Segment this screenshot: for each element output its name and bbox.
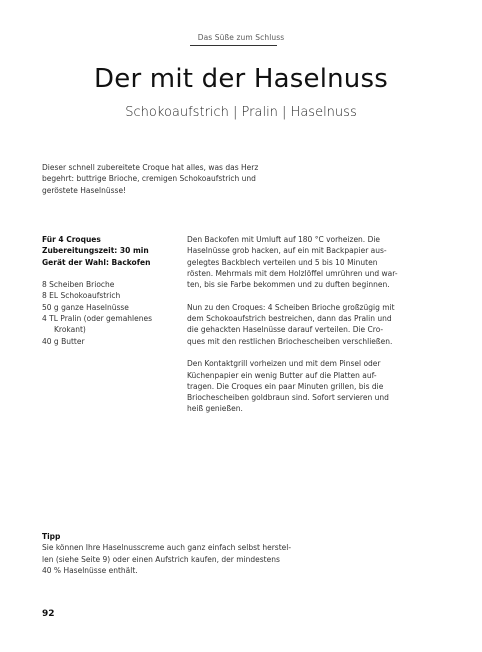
intro-line: begehrt: buttrige Brioche, cremigen Schokoaufstrich und xyxy=(42,174,256,184)
instruction-step-2 xyxy=(187,302,449,347)
instruction-line: ques mit den restlichen Briochescheiben verschließen. xyxy=(187,336,393,346)
kicker-underline xyxy=(190,45,277,46)
tip-line: Sie können Ihre Haselnusscreme auch ganz einfach selbst herstel- xyxy=(42,543,292,553)
intro-line: Dieser schnell zubereitete Croque hat alles, was das Herz xyxy=(42,163,259,172)
tip-heading: Tipp xyxy=(42,532,61,541)
instruction-line: tragen. Die Croques ein paar Minuten grillen, bis die xyxy=(187,381,384,391)
instruction-line: dem Schokoaufstrich bestreichen, dann das Pralin und xyxy=(187,314,392,324)
instruction-line: rösten. Mehrmals mit dem Holzlöffel umrühren und war- xyxy=(187,268,398,278)
ingredient-item: 8 EL Schokoaufstrich xyxy=(42,291,121,301)
intro-text xyxy=(42,162,362,196)
instruction-line: Küchenpapier ein wenig Butter auf die Platten auf- xyxy=(187,370,377,380)
ingredients-column xyxy=(42,234,177,347)
spacer xyxy=(42,268,177,279)
ingredient-item: 8 Scheiben Brioche xyxy=(42,280,115,290)
instruction-line: ten, bis sie Farbe bekommen und zu duften beginnen. xyxy=(187,280,390,290)
instruction-line: Haselnüsse grob hacken, auf ein mit Backpapier aus- xyxy=(187,246,387,256)
device: Gerät der Wahl: Backofen xyxy=(42,257,151,267)
instruction-line: gelegtes Backblech verteilen und 5 bis 10 Minuten xyxy=(187,257,378,267)
instructions-column xyxy=(187,234,449,426)
page-number: 92 xyxy=(42,609,55,619)
prep-time: Zubereitungszeit: 30 min xyxy=(42,246,149,256)
tip-line: len (siehe Seite 9) oder einen Aufstrich kaufen, der mindestens xyxy=(42,554,280,564)
servings: Für 4 Croques xyxy=(42,235,101,244)
tip-line: 40 % Haselnüsse enthält. xyxy=(42,565,138,575)
intro-line: geröstete Haselnüsse! xyxy=(42,185,127,195)
instruction-step-1 xyxy=(187,234,449,290)
instruction-line: heiß genießen. xyxy=(187,404,243,414)
instruction-line: Den Kontaktgrill vorheizen und mit dem Pinsel oder xyxy=(187,359,381,369)
ingredient-item: 50 g ganze Haselnüsse xyxy=(42,302,129,312)
recipe-title: Der mit der Haselnuss xyxy=(94,64,388,94)
ingredient-item: 40 g Butter xyxy=(42,336,85,346)
instruction-line: die gehackten Haselnüsse darauf verteilen. Die Cro- xyxy=(187,325,384,335)
tip-box xyxy=(42,531,312,576)
instruction-line: Den Backofen mit Umluft auf 180 °C vorheizen. Die xyxy=(187,235,381,244)
section-kicker: Das Süße zum Schluss xyxy=(197,33,285,42)
instruction-line: Nun zu den Croques: 4 Scheiben Brioche großzügig mit xyxy=(187,302,395,312)
recipe-subtitle: Schokoaufstrich | Pralin | Haselnuss xyxy=(125,105,357,120)
ingredient-item-continued: Krokant) xyxy=(54,325,86,335)
ingredient-item: 4 TL Pralin (oder gemahlenes xyxy=(42,314,153,324)
instruction-step-3 xyxy=(187,358,449,414)
instruction-line: Briochescheiben goldbraun sind. Sofort servieren und xyxy=(187,393,389,403)
